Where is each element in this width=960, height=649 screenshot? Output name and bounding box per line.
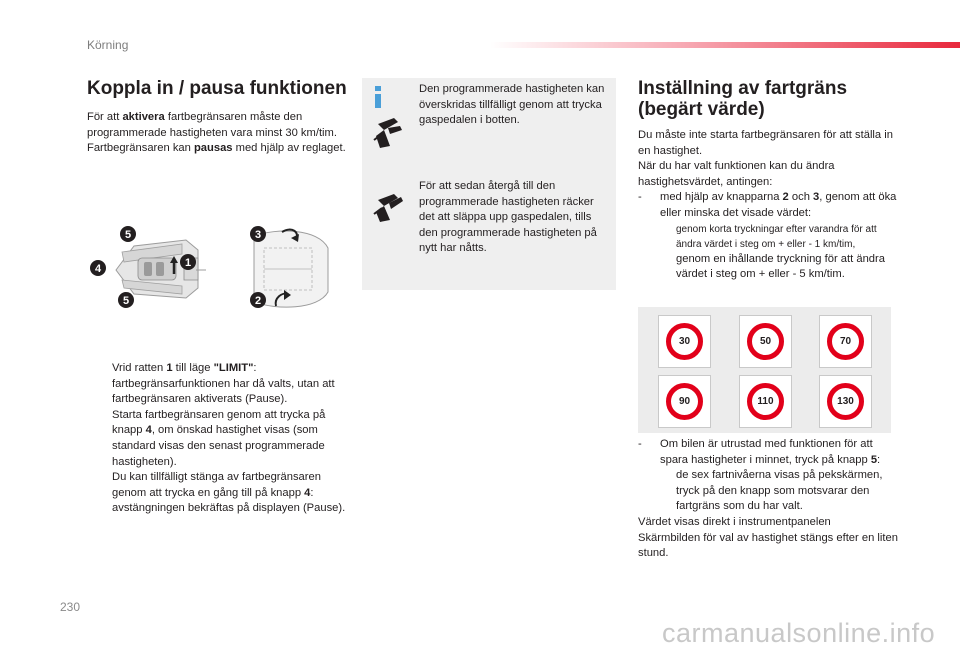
right-intro-1: Du måste inte starta fartbegränsaren för att ställa in en hastighet. xyxy=(638,129,893,157)
sub-item-six-levels: de sex fartnivåerna visas på pekskärmen, xyxy=(676,469,883,482)
header-accent-bar xyxy=(490,42,960,48)
intro-pause-text: Fartbegränsaren kan pausas med hjälp av reglaget. xyxy=(87,142,346,155)
speed-sign-130: 130 xyxy=(819,375,872,428)
dash-item-memory: - Om bilen är utrustad med funktionen för att spara hastigheter i minnet, tryck på knapp 5: xyxy=(638,438,881,466)
heading-engage-pause: Koppla in / pausa funktionen xyxy=(87,78,347,99)
intro-activate-text: För att aktivera fartbegränsaren måste den programmerade hastigheten vara minst 30 km/tim. xyxy=(87,111,337,139)
svg-text:5: 5 xyxy=(124,229,132,241)
left-intro xyxy=(87,110,349,157)
info-text-override: Den programmerade hastigheten kan överskridas tillfälligt genom att trycka gaspedalen i botten. xyxy=(419,83,605,127)
callout-5-bottom xyxy=(118,292,134,308)
bullet-pause-limiter: Du kan tillfälligt stänga av fartbegränsaren genom att trycka en gång till på knapp 4: avstängningen bekräftas på displayen (Pause). xyxy=(112,471,346,515)
right-intro-2: När du har valt funktionen kan du ändra hastighetsvärdet, antingen: xyxy=(638,160,835,188)
stalk-illustration xyxy=(116,240,206,298)
sub-item-long-press: genom en ihållande tryckning för att ändra värdet i steg om + eller - 5 km/tim. xyxy=(676,252,885,281)
outro-2: Skärmbilden för val av hastighet stängs efter en liten stund. xyxy=(638,531,898,560)
speed-limiter-stalk-diagram xyxy=(86,218,341,318)
callout-2 xyxy=(250,292,266,308)
callout-5-top xyxy=(120,226,136,242)
svg-text:i: i xyxy=(377,91,379,92)
left-bullet-list xyxy=(87,361,349,517)
outro-1: Värdet visas direkt i instrumentpanelen xyxy=(638,515,831,528)
dash-item-buttons: - med hjälp av knapparna 2 och 3, genom att öka eller minska det visade värdet: xyxy=(638,191,897,219)
speed-sign-70: 70 xyxy=(819,315,872,368)
speed-sign-50: 50 xyxy=(739,315,792,368)
svg-text:4: 4 xyxy=(94,263,102,275)
info-icon xyxy=(370,86,386,108)
heading-set-limit: Inställning av fartgräns (begärt värde) xyxy=(638,78,848,120)
callout-4 xyxy=(90,260,106,276)
svg-text:2: 2 xyxy=(254,295,262,307)
svg-text:3: 3 xyxy=(254,229,262,241)
section-label: Körning xyxy=(87,38,129,52)
wheel-illustration xyxy=(254,230,328,308)
right-instructions xyxy=(638,128,898,283)
speed-sign-110: 110 xyxy=(739,375,792,428)
right-memory-instructions xyxy=(638,437,898,562)
watermark: carmanualsonline.info xyxy=(662,618,936,648)
info-text-return: För att sedan återgå till den programmerade hastigheten räcker det att släppa upp gaspedalen, tills den programmerade hastigheten på nytt har nåtts. xyxy=(419,180,597,255)
bullet-start-limiter: Starta fartbegränsaren genom att trycka på knapp 4, om önskad hastighet visas (som standard visas den senast programmerade hastigheten). xyxy=(112,408,326,468)
svg-text:1: 1 xyxy=(184,257,192,269)
speed-sign-30: 30 xyxy=(658,315,711,368)
sub-item-press-button: tryck på den knapp som motsvarar den fartgräns som du har valt. xyxy=(676,484,870,513)
sub-item-short-press: genom korta tryckningar efter varandra för att ändra värdet i steg om + eller - 1 km/tim, xyxy=(676,223,877,250)
speed-sign-90: 90 xyxy=(658,375,711,428)
accelerator-pedal-released-icon xyxy=(372,190,404,224)
callout-3 xyxy=(250,226,266,242)
speed-selection-panel xyxy=(638,307,891,433)
bullet-select-limit: Vrid ratten 1 till läge "LIMIT": fartbegränsarfunktionen har då valts, utan att fartbegränsaren aktiverats (Pause). xyxy=(112,362,335,406)
svg-text:5: 5 xyxy=(122,295,130,307)
page-number: 230 xyxy=(60,600,81,614)
accelerator-pedal-pressed-icon xyxy=(372,116,404,150)
callout-1 xyxy=(180,254,196,270)
